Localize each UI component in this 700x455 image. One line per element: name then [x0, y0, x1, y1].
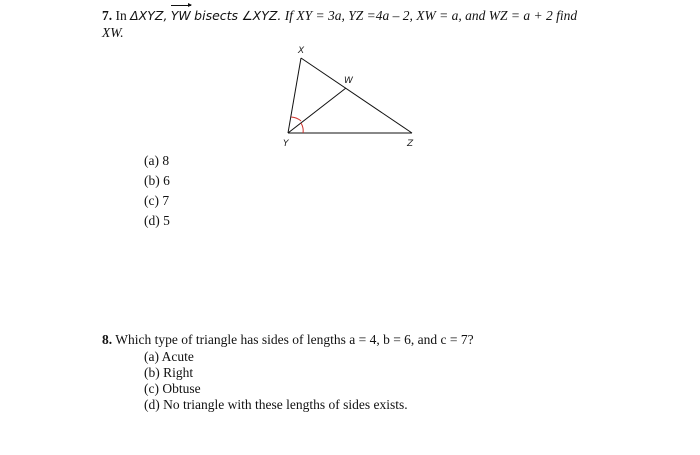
q7-bisects: bisects — [194, 8, 239, 23]
q7-conditions: If XY = 3a, YZ =4a – 2, XW = a, and WZ = a + 2 find — [284, 8, 578, 23]
q8-number: 8. — [102, 332, 113, 347]
q8-choice-a[interactable]: (a) Acute — [144, 349, 194, 364]
ray-arrow-icon — [171, 5, 191, 6]
q7-text — [102, 8, 577, 24]
q7-choice-d[interactable]: (d) 5 — [144, 213, 170, 228]
triangle-diagram — [270, 40, 430, 155]
q7-choice-c[interactable]: (c) 7 — [144, 193, 170, 208]
q7-angle: ∠XYZ. — [241, 8, 282, 23]
vertex-label-y: Y — [283, 139, 289, 149]
q7-choice-a[interactable]: (a) 8 — [144, 153, 170, 168]
q8-choice-b[interactable]: (b) Right — [144, 365, 194, 380]
angle-mark-2 — [301, 123, 303, 133]
side-xy — [288, 58, 301, 133]
q7-triangle: ΔXYZ, — [130, 8, 168, 23]
angle-mark-1 — [291, 117, 301, 121]
q7-ray-label: YW — [170, 8, 191, 23]
q7-find: XW. — [102, 25, 124, 40]
vertex-label-w: W — [344, 76, 353, 86]
q8-choice-c[interactable]: (c) Obtuse — [144, 381, 201, 396]
q7-number: 7. — [102, 8, 113, 23]
q8-question: Which type of triangle has sides of lengths a = 4, b = 6, and c = 7? — [115, 332, 474, 347]
q8-choice-d[interactable]: (d) No triangle with these lengths of sides exists. — [144, 397, 408, 412]
q7-choice-b[interactable]: (b) 6 — [144, 173, 170, 188]
side-xz — [301, 58, 412, 133]
vertex-label-x: X — [298, 46, 305, 56]
q7-ray — [171, 8, 191, 23]
q8-text — [102, 332, 474, 348]
vertex-label-z: Z — [407, 139, 414, 149]
q7-in: In — [115, 8, 127, 23]
bisector-yw — [288, 88, 346, 133]
